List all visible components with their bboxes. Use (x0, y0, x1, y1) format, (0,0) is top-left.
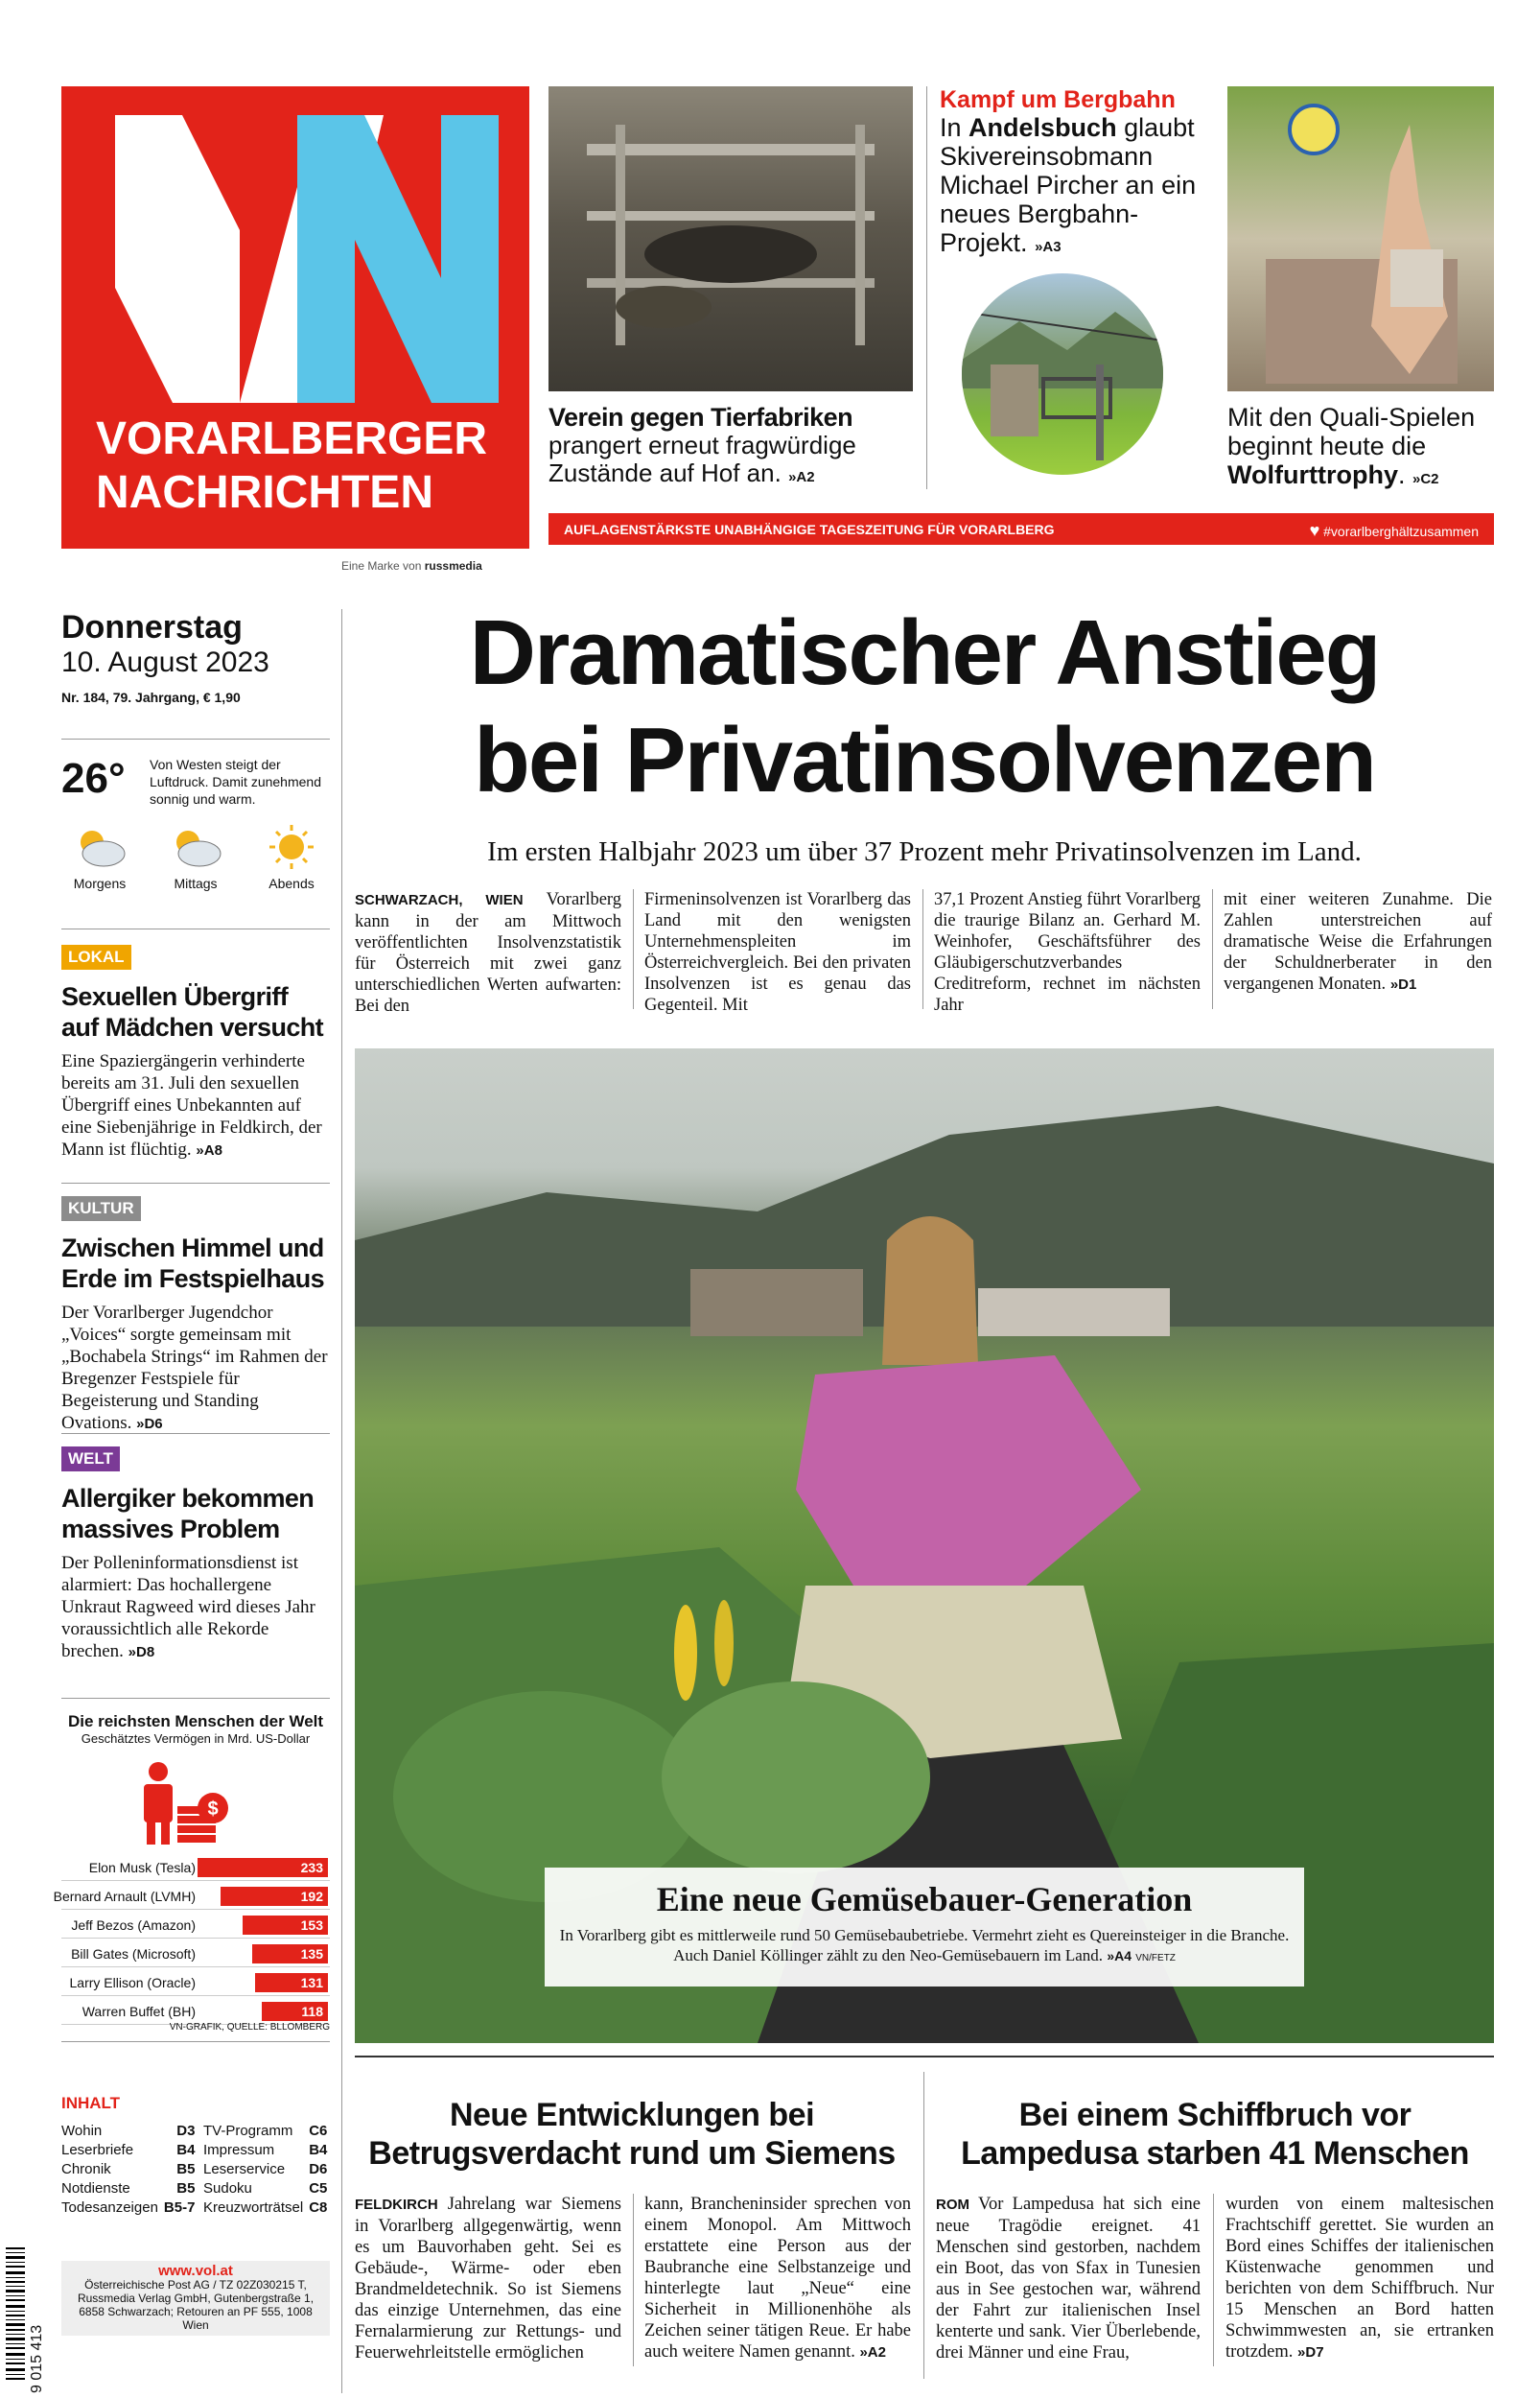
chart-row-line (61, 1909, 330, 1910)
teaser-2-ref[interactable]: »A3 (1035, 239, 1062, 255)
chart-category-label: Jeff Bezos (Amazon) (71, 1917, 196, 1933)
toc-page: B5 (176, 2180, 196, 2197)
toc-entry[interactable] (203, 2179, 340, 2198)
chart-row-line (61, 1880, 330, 1881)
sidebar-story-headline: Zwischen Himmel und Erde im Festspielhaus (61, 1234, 324, 1293)
toc-entry[interactable] (203, 2198, 340, 2218)
chart-row-line (61, 1938, 330, 1939)
divider (61, 2041, 330, 2042)
toc-right (203, 2122, 340, 2218)
toc-entry[interactable] (203, 2160, 340, 2179)
toc-page: B5-7 (163, 2199, 196, 2216)
svg-text:$: $ (207, 1798, 219, 1820)
chart-subtitle: Geschätztes Vermögen in Mrd. US-Dollar (81, 1731, 311, 1746)
story-ref[interactable]: »D8 (128, 1644, 155, 1660)
date: 10. August 2023 (61, 647, 269, 678)
section-badge-kultur: KULTUR (61, 1196, 141, 1221)
teaser-1[interactable] (548, 403, 913, 491)
toc-page: C5 (309, 2180, 328, 2197)
toc-page: C8 (309, 2199, 328, 2216)
lead-headline[interactable]: Dramatischer Anstieg bei Privatinsolvenzen (469, 601, 1380, 811)
toc-entry[interactable] (61, 2179, 208, 2198)
lead-col-1: SCHWARZACH, WIEN Vorarlberg kann in der am Mittwoch veröffentlichten Insolvenzstatistik für Österreich mit zwei ganz unterschiedlichen Werten aufwarten: Bei den (355, 890, 621, 1016)
barcode-number: 9 015 413 (29, 2324, 45, 2393)
lampedusa-headline[interactable]: Bei einem Schiffbruch vor Lampedusa starben 41 Menschen (961, 2097, 1469, 2172)
divider (61, 1183, 330, 1184)
toc-label: Kreuzworträtsel (203, 2199, 304, 2216)
divider (61, 1433, 330, 1434)
toc-page: B4 (176, 2142, 196, 2158)
siemens-headline[interactable]: Neue Entwicklungen bei Betrugsverdacht rund um Siemens (368, 2097, 896, 2172)
lampedusa-col-2: wurden von einem maltesischen Frachtschiff gerettet. Sie wurden an Bord eines Schiffes der italienischen Küstenwache genommen und berichten von dem Schiffbruch. Nur 15 Menschen an Bord hatten Schwimmwesten an, sie ertranken trotzdem. »D7 (1225, 2195, 1494, 2362)
toc-entry[interactable] (61, 2122, 208, 2141)
teaser-divider (926, 86, 927, 489)
cow-pen-image (548, 86, 913, 391)
lead-col-4: mit einer weiteren Zunahme. Die Zahlen unterstreichen auf dramatische Weise die Erfahrungen der Schuldnerberater in den vergangenen Monaten. »D1 (1224, 890, 1492, 994)
teaser-photo-volleyball[interactable] (1227, 86, 1494, 391)
toc-title: INHALT (61, 2094, 121, 2112)
brand-note: Eine Marke von russmedia (341, 559, 482, 573)
teaser-3-text: Mit den Quali-Spielen beginnt heute die (1227, 403, 1476, 460)
teaser-photo-cows[interactable] (548, 86, 913, 391)
vn-logo-mark (96, 115, 499, 403)
vn-logo[interactable] (61, 86, 529, 549)
hashtag[interactable]: ♥ #vorarlberghältzusammen (1309, 521, 1479, 540)
volleyball-image (1227, 86, 1494, 391)
lead-ref[interactable]: »D1 (1389, 976, 1417, 993)
chart-bar: 153 (243, 1916, 328, 1935)
toc-left (61, 2122, 208, 2218)
weather-slot-midday: Mittags (157, 823, 234, 891)
chart-category-label: Larry Ellison (Oracle) (69, 1975, 196, 1990)
toc-label: Wohin (61, 2123, 103, 2139)
chart-row-line (61, 1995, 330, 1996)
toc-label: Chronik (61, 2161, 111, 2177)
tagline-bar (548, 513, 1494, 545)
chart-bar: 135 (252, 1944, 328, 1963)
photo-credit: VN/FETZ (1135, 1953, 1176, 1963)
chart-bar-row (61, 1856, 330, 1880)
story-ref[interactable]: »D6 (136, 1416, 163, 1432)
footer-info: www.vol.at Österreichische Post AG / TZ 02Z030215 T, Russmedia Verlag GmbH, Gutenbergstraße 1, 6858 Schwarzach; Retouren an PF 555, 1008 Wien (61, 2261, 330, 2336)
section-badge-lokal: LOKAL (61, 945, 131, 970)
sidebar-story-local[interactable] (61, 945, 330, 1162)
weather-forecast (61, 823, 330, 909)
chart-category-label: Elon Musk (Tesla) (88, 1860, 196, 1875)
sidebar-divider (341, 609, 342, 2393)
wealth-chart-header (61, 1712, 330, 1746)
toc-label: TV-Programm (203, 2123, 293, 2139)
toc-entry[interactable] (61, 2160, 208, 2179)
lampedusa-ref[interactable]: »D7 (1297, 2344, 1324, 2361)
toc-page: C6 (309, 2123, 328, 2139)
lampedusa-col-1: ROM Vor Lampedusa hat sich eine neue Tragödie ereignet. 41 Menschen sind gestorben, nachdem ein Boot, das von Sfax in Tunesien aus in See gestochen war, während der Fahrt zur italienischen Insel kenterte und sank. Vier Überlebende, drei Männer und eine Frau, (936, 2195, 1202, 2363)
chart-category-label: Bill Gates (Microsoft) (71, 1946, 196, 1962)
sidebar-story-text: Eine Spaziergängerin verhinderte bereits am 31. Juli den sexuellen Übergriff eines Unbekannten auf eine Siebenjährige in Feldkirch, der Mann ist flüchtig. (61, 1051, 322, 1160)
teaser-2-kicker: Kampf um Bergbahn (940, 86, 1176, 113)
teaser-1-headline: Verein gegen Tierfabriken (548, 403, 853, 432)
sidebar-story-kultur[interactable] (61, 1196, 330, 1435)
dateline-box (61, 609, 330, 705)
toc-page: B4 (309, 2142, 328, 2158)
lead-col-2: Firmeninsolvenzen ist Vorarlberg das Land mit den wenigsten Unternehmenspleiten im Österreichvergleich. Bei den privaten Insolvenzen ist es genau das Gegenteil. Mit (644, 890, 911, 1015)
weather-temp: 26° (61, 755, 126, 802)
weekday: Donnerstag (61, 609, 243, 646)
divider (61, 739, 330, 740)
toc-entry[interactable] (61, 2141, 208, 2160)
chart-bar: 131 (255, 1973, 328, 1992)
logo-line-2: NACHRICHTEN (96, 467, 433, 518)
logo-wordmark (96, 412, 487, 520)
column-divider (923, 2072, 924, 2379)
siemens-col-1: FELDKIRCH Jahrelang war Siemens in Vorarlberg allgegenwärtig, wenn es um Bauvorhaben geht. Sei es Gebäude-, Wärme- oder eben Brandmeldetechnik. So ist Siemens das einzige Unternehmen, das eine Fernalarmierung zur Rettungs- und Feuerwehrleitstelle ermöglichen (355, 2195, 622, 2363)
toc-label: Leserservice (203, 2161, 286, 2177)
toc-page: D6 (309, 2161, 328, 2177)
chart-bar: 233 (198, 1858, 328, 1877)
sidebar-story-headline: Allergiker bekommen massives Problem (61, 1484, 315, 1543)
logo-line-1: VORARLBERGER (96, 413, 488, 464)
toc-label: Todesanzeigen (61, 2199, 158, 2216)
chart-bar-row (61, 1971, 330, 1995)
siemens-ref[interactable]: »A2 (859, 2344, 886, 2361)
partly-cloudy-icon (71, 823, 128, 871)
lead-subhead: Im ersten Halbjahr 2023 um über 37 Prozent mehr Privatinsolvenzen im Land. (487, 836, 1362, 867)
teaser-1-ref[interactable]: »A2 (788, 469, 815, 485)
toc-page: B5 (176, 2161, 196, 2177)
chart-bar: 118 (262, 2002, 328, 2021)
chart-category-label: Warren Buffet (BH) (82, 2004, 196, 2019)
barcode-icon (4, 2247, 27, 2382)
siemens-col-2: kann, Brancheninsider sprechen von einem Monopol. Am Mittwoch erstattete eine Person aus der Baubranche eine Selbstanzeige und hinterlegte laut „Neue“ eine Sicherheit in Millionenhöhe als Zeichen seiner tätigen Reue. Er habe auch weitere Namen genannt. »A2 (644, 2195, 911, 2362)
chart-source: VN-GRAFIK, QUELLE: BLLOMBERG (169, 2022, 330, 2033)
sidebar-story-headline: Sexuellen Übergriff auf Mädchen versucht (61, 982, 324, 1042)
lead-col-3: 37,1 Prozent Anstieg führt Vorarlberg die traurige Bilanz an. Gerhard M. Weinhofer, Geschäftsführer des Gläubigerschutzverbandes Creditreform, rechnet im nächsten Jahr (934, 890, 1201, 1015)
toc-label: Impressum (203, 2142, 275, 2158)
toc-entry[interactable] (203, 2141, 340, 2160)
toc-entry[interactable] (61, 2198, 208, 2218)
toc-entry[interactable] (203, 2122, 340, 2141)
teaser-1-text: prangert erneut fragwürdige Zustände auf Hof an. (548, 431, 856, 487)
teaser-2[interactable]: Kampf um Bergbahn In Andelsbuch glaubt Skivereinsobmann Michael Pircher an ein neues Bergbahn-Projekt. »A3 (940, 86, 1199, 262)
heart-icon: ♥ (1309, 521, 1320, 540)
partly-cloudy-icon (167, 823, 224, 871)
photo-caption-box (545, 1868, 1304, 1987)
teaser-3-event: Wolfurttrophy (1227, 460, 1398, 489)
photo-story-ref[interactable]: »A4 (1107, 1948, 1132, 1963)
sidebar-story-text: Der Polleninformationsdienst ist alarmiert: Das hochallergene Unkraut Ragweed wird dieses Jahr voraussichtlich alle Rekorde brechen. (61, 1553, 315, 1661)
photo-story-text: In Vorarlberg gibt es mittlerweile rund 50 Gemüsebaubetriebe. Vermehrt zieht es Quereinsteiger in die Branche. Auch Daniel Köllinger zählt zu den Neo-Gemüsebauern im Land. (559, 1926, 1290, 1964)
toc-label: Sudoku (203, 2180, 252, 2197)
rich-man-icon (134, 1760, 240, 1846)
chart-bar: 192 (221, 1887, 328, 1906)
teaser-photo-chairlift[interactable] (962, 273, 1163, 475)
weather-slot-evening: Abends (253, 823, 330, 891)
teaser-3-ref[interactable]: »C2 (1412, 471, 1439, 487)
teaser-2-text: glaubt Skivereinsobmann Michael Pircher an ein neues Bergbahn-Projekt. (940, 113, 1197, 257)
sun-icon (263, 823, 320, 871)
chairlift-image (962, 273, 1163, 475)
footer-url[interactable]: www.vol.at (158, 2263, 233, 2279)
photo-story-headline[interactable]: Eine neue Gemüsebauer-Generation (656, 1880, 1193, 1918)
weather-slot-morning: Morgens (61, 823, 138, 891)
chart-bar-row (61, 1914, 330, 1938)
weather-text: Von Westen steigt der Luftdruck. Damit zunehmend sonnig und warm. (150, 757, 321, 807)
bottom-divider (355, 2056, 1494, 2057)
sidebar-story-text: Der Vorarlberger Jugendchor „Voices“ sorgte gemeinsam mit „Bochabela Strings“ im Rahmen der Bregenzer Festspiele für Begeisterung und Standing Ovations. (61, 1303, 328, 1433)
toc-label: Notdienste (61, 2180, 130, 2197)
section-badge-welt: WELT (61, 1446, 120, 1471)
chart-title: Die reichsten Menschen der Welt (67, 1712, 324, 1730)
toc-page: D3 (176, 2123, 196, 2139)
story-ref[interactable]: »A8 (196, 1142, 222, 1159)
chart-bar-row (61, 2000, 330, 2024)
chart-bar-row (53, 1885, 330, 1909)
chart-bar-row (61, 1942, 330, 1966)
chart-row-line (61, 1966, 330, 1967)
sidebar-story-welt[interactable] (61, 1446, 330, 1663)
teaser-3[interactable]: Mit den Quali-Spielen beginnt heute die Wolfurttrophy. »C2 (1227, 403, 1476, 489)
main-photo-farmer[interactable] (355, 1048, 1494, 2043)
divider (61, 1698, 330, 1699)
tagline: AUFLAGENSTÄRKSTE UNABHÄNGIGE TAGESZEITUNG FÜR VORARLBERG (564, 522, 1055, 537)
chart-category-label: Bernard Arnault (LVMH) (53, 1889, 196, 1904)
issue-info: Nr. 184, 79. Jahrgang, € 1,90 (61, 690, 241, 705)
toc-label: Leserbriefe (61, 2142, 134, 2158)
teaser-2-place: Andelsbuch (968, 113, 1117, 142)
